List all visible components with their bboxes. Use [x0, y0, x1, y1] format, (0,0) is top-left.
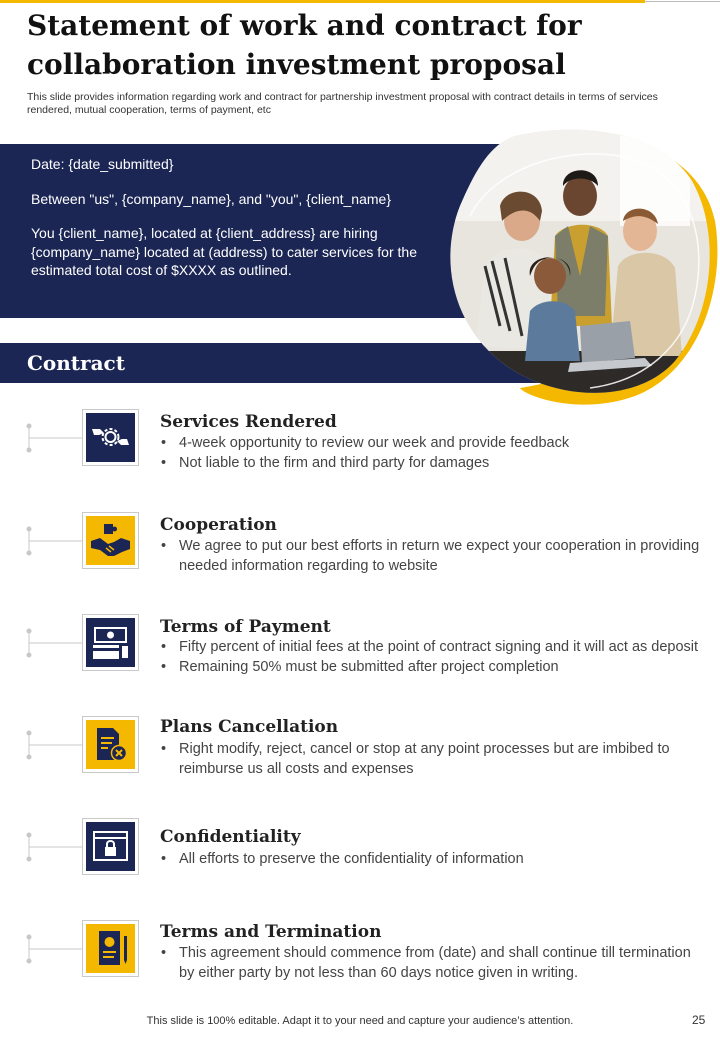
connector-line: [26, 423, 86, 453]
connector-line: [26, 628, 86, 658]
top-divider-line: [645, 1, 720, 2]
bullet-item: • All efforts to preserve the confidentiality of information: [160, 850, 705, 870]
page-title: Statement of work and contract for collaboration investment proposal: [27, 9, 582, 81]
bullet-item: • 4-week opportunity to review our week and provide feedback: [160, 434, 705, 454]
item-bullets: [160, 740, 705, 779]
item-title: Cooperation: [160, 515, 277, 535]
page-number: 25: [692, 1013, 706, 1027]
handshake-puzzle-icon: [86, 516, 135, 565]
document-cancel-icon: [86, 720, 135, 769]
contract-heading: Contract: [27, 351, 125, 375]
icon-frame: [82, 614, 139, 671]
icon-frame: [82, 512, 139, 569]
item-title: Terms of Payment: [160, 617, 331, 637]
hands-gear-icon: [86, 413, 135, 462]
icon-frame: [82, 920, 139, 977]
item-title: Services Rendered: [160, 412, 337, 432]
bullet-item: • Remaining 50% must be submitted after project completion: [160, 658, 705, 678]
hiring-line: You {client_name}, located at {client_address} are hiring {company_name} located at (address) to cater services for the estimated total cost of $XXXX as outlined.: [31, 225, 417, 278]
item-bullets: [160, 944, 705, 983]
item-bullets: [160, 850, 705, 870]
footer-note: This slide is 100% editable. Adapt it to your need and capture your audience’s attention.: [146, 1015, 574, 1027]
team-photo: [430, 126, 720, 406]
bullet-item: • Fifty percent of initial fees at the point of contract signing and it will act as deposit: [160, 638, 705, 658]
page-subtitle: This slide provides information regarding work and contract for partnership investment proposal with contract details in terms of services rendered, mutual cooperation, terms of payment, etc: [27, 91, 658, 116]
icon-frame: [82, 818, 139, 875]
icon-frame: [82, 716, 139, 773]
bullet-item: • We agree to put our best efforts in return we expect your cooperation in providing needed information regarding to website: [160, 537, 705, 576]
item-title: Plans Cancellation: [160, 717, 339, 737]
bullet-item: • Right modify, reject, cancel or stop at any point processes but are imbibed to reimburse us all costs and expenses: [160, 740, 705, 779]
item-title: Confidentiality: [160, 827, 301, 847]
connector-line: [26, 832, 86, 862]
item-title: Terms and Termination: [160, 922, 382, 942]
bullet-item: • Not liable to the firm and third party for damages: [160, 454, 705, 474]
browser-lock-icon: [86, 822, 135, 871]
connector-line: [26, 730, 86, 760]
connector-line: [26, 934, 86, 964]
bullet-item: • This agreement should commence from (date) and shall continue till termination by either party by not less than 60 days notice given in writing.: [160, 944, 705, 983]
icon-frame: [82, 409, 139, 466]
top-accent-line: [0, 0, 645, 3]
connector-line: [26, 526, 86, 556]
parties-line: Between "us", {company_name}, and "you", {client_name}: [31, 190, 392, 207]
payment-card-icon: [86, 618, 135, 667]
date-line: Date: {date_submitted}: [31, 156, 174, 172]
item-bullets: [160, 537, 705, 576]
certificate-pen-icon: [86, 924, 135, 973]
intro-text: [31, 155, 431, 296]
item-bullets: [160, 434, 705, 473]
item-bullets: [160, 638, 705, 677]
